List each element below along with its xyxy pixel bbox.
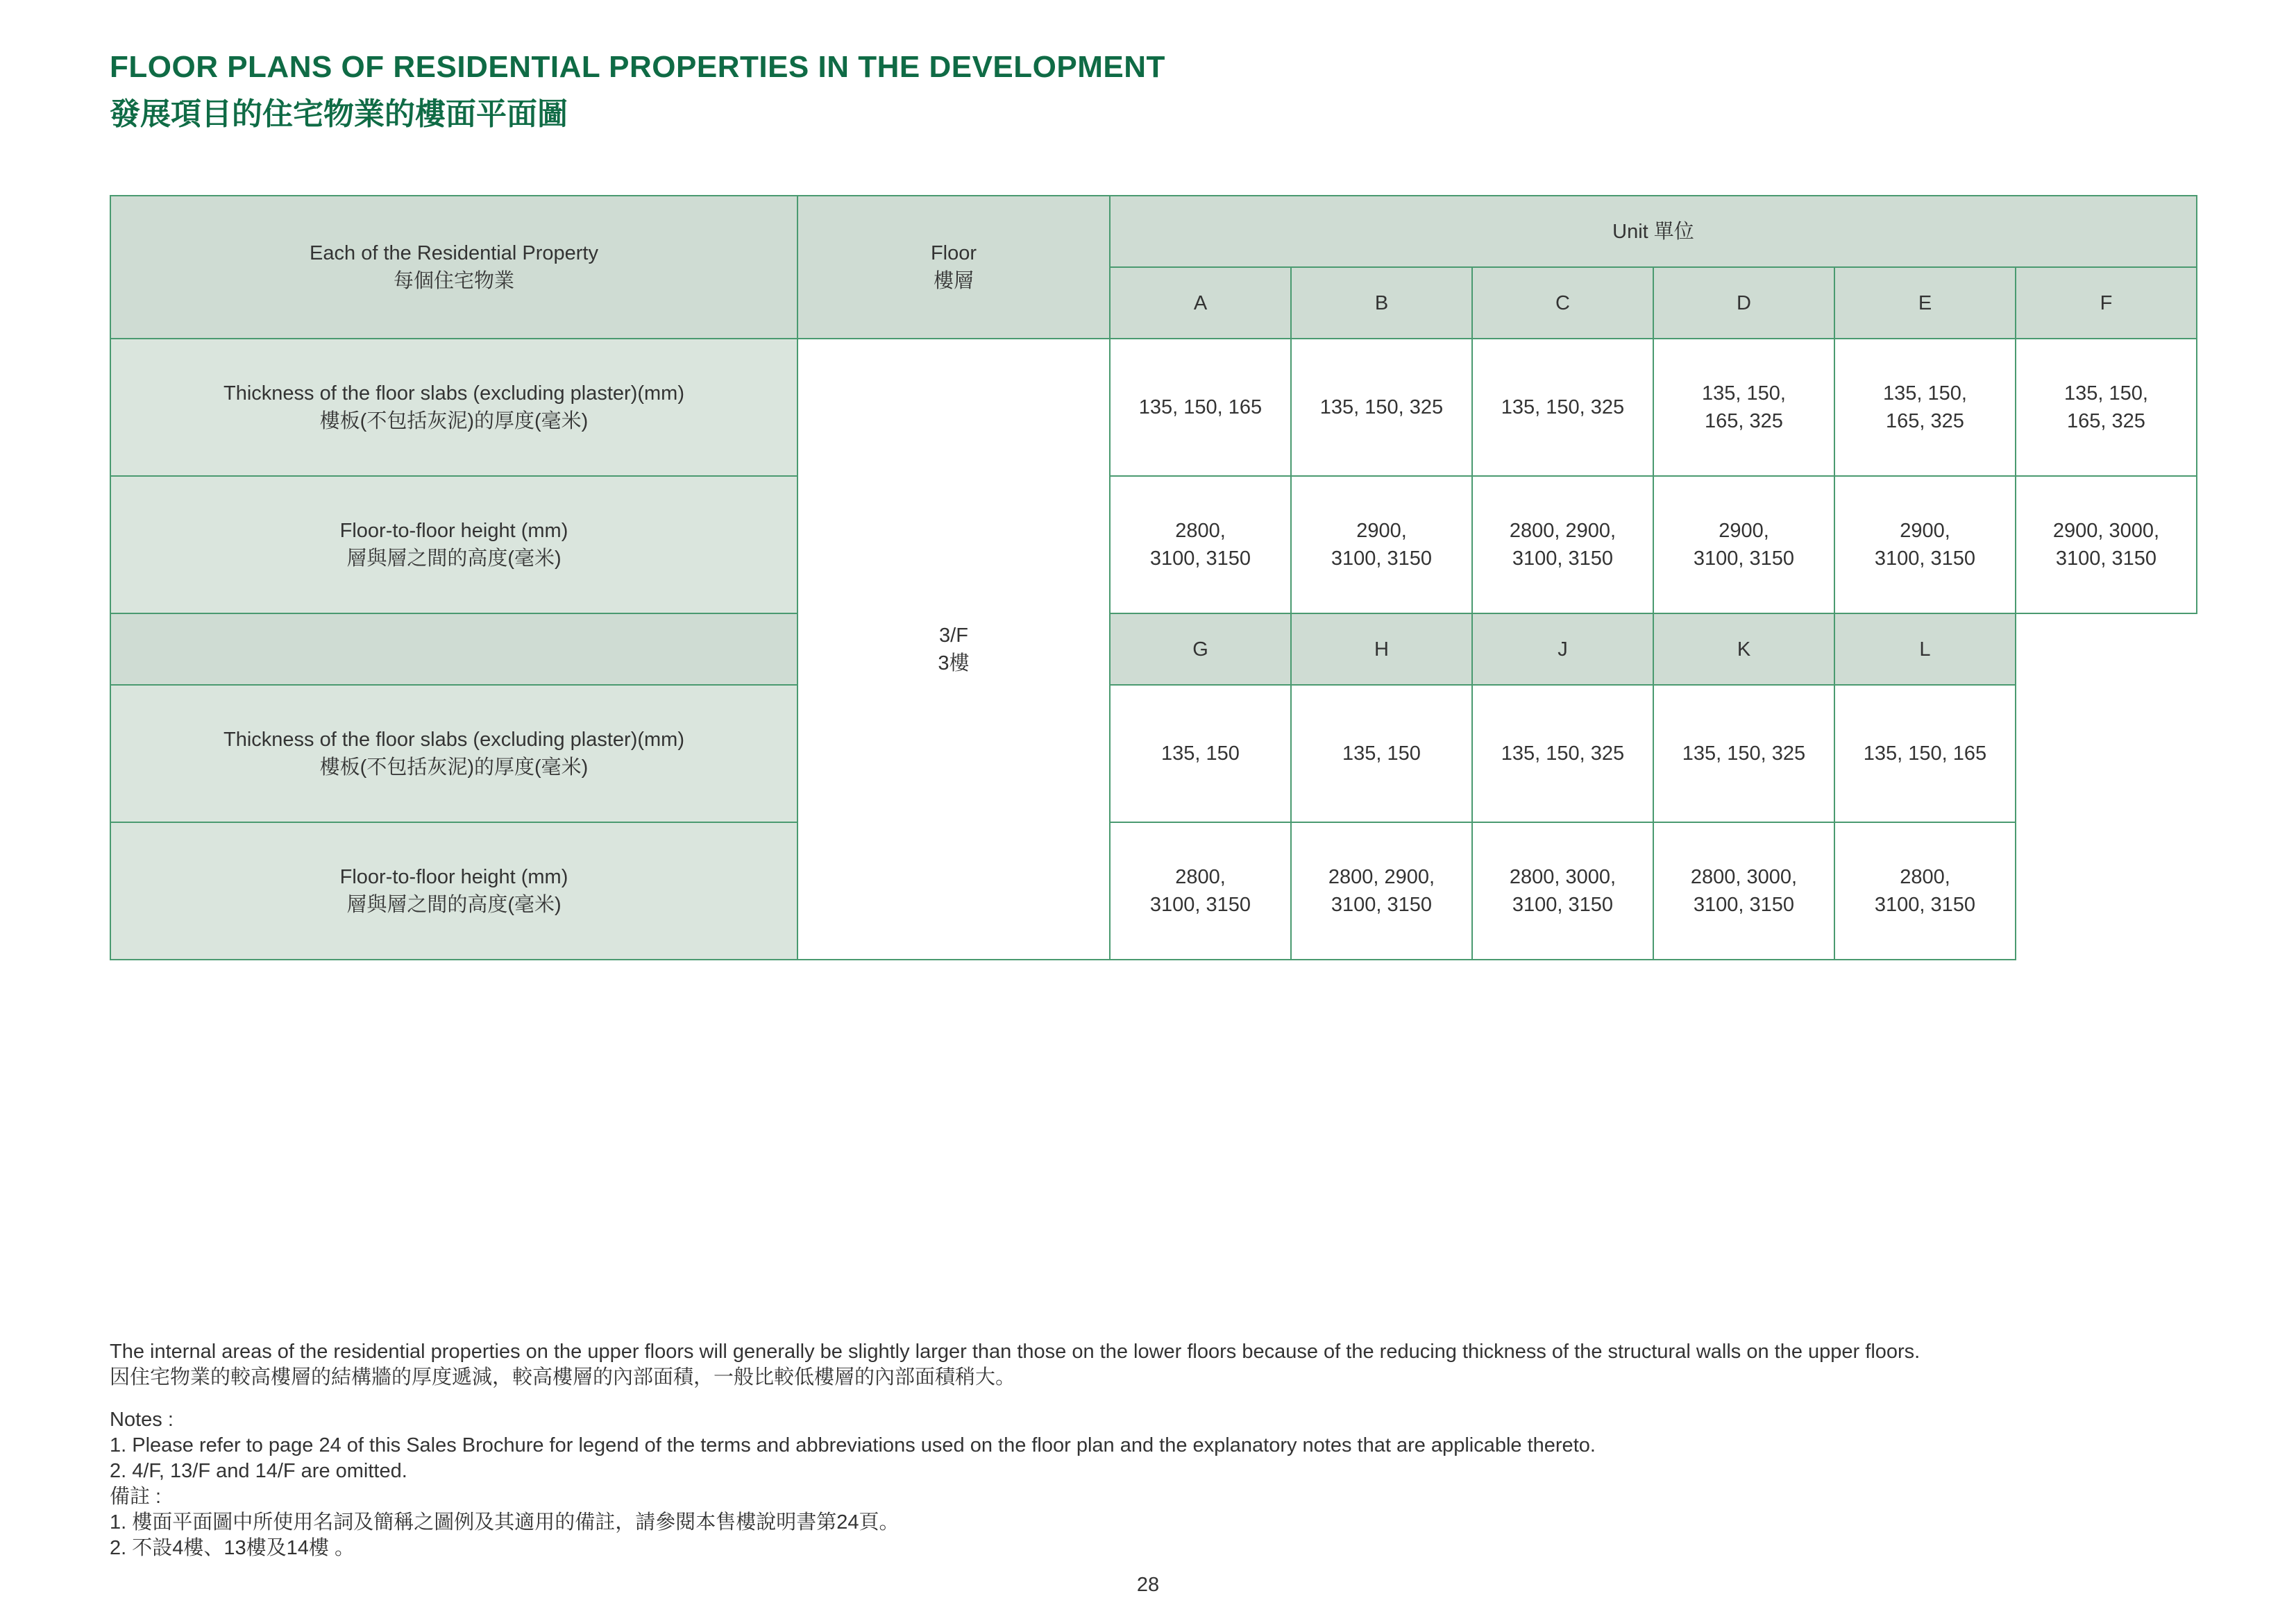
- slab-a-line1: 135, 150, 165: [1138, 396, 1263, 418]
- slab-cell-e: [1834, 339, 2016, 476]
- unit-header-b: B: [1291, 267, 1472, 339]
- note-zh-1: 1. 樓面平面圖中所使用名詞及簡稱之圖例及其適用的備註，請參閱本售樓說明書第24頁。: [110, 1511, 900, 1533]
- height-e-line1: 2900,: [1900, 520, 1950, 542]
- slab-cell-b: [1291, 339, 1472, 476]
- height-h-line2: 3100, 3150: [1331, 894, 1433, 916]
- height-cell-b: [1291, 476, 1472, 613]
- slab-f-line2: 165, 325: [2067, 410, 2145, 432]
- slab-b-line1: 135, 150, 325: [1319, 396, 1444, 418]
- note-en-2: 2. 4/F, 13/F and 14/F are omitted.: [110, 1460, 407, 1482]
- header-residential-property: [110, 196, 797, 339]
- unit-header-k: K: [1653, 613, 1834, 685]
- notes-section: [110, 1407, 1596, 1561]
- height-l-line1: 2800,: [1900, 866, 1950, 888]
- height-cell-d: [1653, 476, 1834, 613]
- page-title-en: FLOOR PLANS OF RESIDENTIAL PROPERTIES IN THE DEVELOPMENT: [110, 50, 1165, 84]
- height-c-line1: 2800, 2900,: [1509, 520, 1617, 542]
- height-g-line2: 3100, 3150: [1149, 894, 1251, 916]
- footnote-zh: 因住宅物業的較高樓層的結構牆的厚度遞減，較高樓層的內部面積，一般比較低樓層的內部面積稍大。: [110, 1366, 1016, 1388]
- header-floor-zh: 樓層: [933, 270, 974, 292]
- slab-f-line1: 135, 150,: [2064, 382, 2148, 405]
- slab-j-line1: 135, 150, 325: [1501, 742, 1625, 765]
- blank-cell: [2016, 613, 2197, 685]
- notes-heading-zh: 備註 :: [110, 1486, 162, 1508]
- unit-header-l: L: [1834, 613, 2016, 685]
- unit-header-g: G: [1110, 613, 1291, 685]
- floor-spec-table: [110, 195, 2197, 960]
- header-floor-en: Floor: [930, 242, 977, 264]
- slab-cell-h: [1291, 685, 1472, 822]
- slab-e-line1: 135, 150,: [1883, 382, 1967, 405]
- note-zh-2: 2. 不設4樓、13樓及14樓 。: [110, 1537, 355, 1559]
- row-label-floor-height-2: [110, 822, 797, 960]
- slab-label-zh-2: 樓板(不包括灰泥)的厚度(毫米): [319, 756, 589, 779]
- slab-cell-g: [1110, 685, 1291, 822]
- floor-value-en: 3/F: [939, 624, 968, 647]
- height-f-line1: 2900, 3000,: [2052, 520, 2160, 542]
- row-label-floor-height: [110, 476, 797, 613]
- height-a-line1: 2800,: [1175, 520, 1226, 542]
- height-k-line2: 3100, 3150: [1693, 894, 1795, 916]
- page-title-zh: 發展項目的住宅物業的樓面平面圖: [110, 97, 568, 131]
- unit-header-e: E: [1834, 267, 2016, 339]
- height-g-line1: 2800,: [1175, 866, 1226, 888]
- floor-cell-3f: [797, 339, 1110, 960]
- slab-cell-a: [1110, 339, 1291, 476]
- note-en-1: 1. Please refer to page 24 of this Sales Brochure for legend of the terms and abbreviations used on the floor plan and the explanatory notes that are applicable thereto.: [110, 1434, 1596, 1456]
- floor-value-zh: 3樓: [938, 652, 970, 674]
- row-label-slab-thickness-2: [110, 685, 797, 822]
- slab-h-line1: 135, 150: [1342, 742, 1421, 765]
- header-unit: Unit 單位: [1110, 196, 2197, 267]
- height-h-line1: 2800, 2900,: [1328, 866, 1435, 888]
- height-d-line1: 2900,: [1719, 520, 1769, 542]
- height-j-line2: 3100, 3150: [1512, 894, 1614, 916]
- row-label-empty: [110, 613, 797, 685]
- height-label-zh-2: 層與層之間的高度(毫米): [346, 894, 562, 916]
- height-b-line1: 2900,: [1356, 520, 1407, 542]
- height-l-line2: 3100, 3150: [1874, 894, 1976, 916]
- height-cell-l: [1834, 822, 2016, 960]
- slab-cell-j: [1472, 685, 1653, 822]
- slab-label-zh: 樓板(不包括灰泥)的厚度(毫米): [319, 410, 589, 432]
- height-c-line2: 3100, 3150: [1512, 547, 1614, 570]
- slab-k-line1: 135, 150, 325: [1682, 742, 1806, 765]
- row-label-slab-thickness: [110, 339, 797, 476]
- footnote-internal-areas: [110, 1339, 1920, 1391]
- header-floor: [797, 196, 1110, 339]
- height-cell-e: [1834, 476, 2016, 613]
- slab-cell-c: [1472, 339, 1653, 476]
- slab-g-line1: 135, 150: [1161, 742, 1240, 765]
- unit-header-j: J: [1472, 613, 1653, 685]
- height-cell-h: [1291, 822, 1472, 960]
- height-f-line2: 3100, 3150: [2055, 547, 2157, 570]
- slab-cell-d: [1653, 339, 1834, 476]
- height-cell-k: [1653, 822, 1834, 960]
- height-a-line2: 3100, 3150: [1149, 547, 1251, 570]
- unit-header-d: D: [1653, 267, 1834, 339]
- height-b-line2: 3100, 3150: [1331, 547, 1433, 570]
- height-e-line2: 3100, 3150: [1874, 547, 1976, 570]
- header-property-en: Each of the Residential Property: [310, 242, 598, 264]
- height-cell-a: [1110, 476, 1291, 613]
- blank-cell: [2016, 822, 2197, 960]
- unit-header-c: C: [1472, 267, 1653, 339]
- height-label-en-2: Floor-to-floor height (mm): [339, 866, 568, 888]
- unit-header-a: A: [1110, 267, 1291, 339]
- header-property-zh: 每個住宅物業: [393, 270, 514, 292]
- slab-cell-f: [2016, 339, 2197, 476]
- slab-d-line1: 135, 150,: [1702, 382, 1786, 405]
- height-k-line1: 2800, 3000,: [1690, 866, 1798, 888]
- unit-header-h: H: [1291, 613, 1472, 685]
- slab-label-en-2: Thickness of the floor slabs (excluding plaster)(mm): [223, 729, 684, 751]
- notes-heading-en: Notes :: [110, 1409, 174, 1431]
- slab-cell-l: [1834, 685, 2016, 822]
- slab-l-line1: 135, 150, 165: [1863, 742, 1987, 765]
- height-d-line2: 3100, 3150: [1693, 547, 1795, 570]
- unit-header-f: F: [2016, 267, 2197, 339]
- blank-cell: [2016, 685, 2197, 822]
- height-cell-f: [2016, 476, 2197, 613]
- slab-c-line1: 135, 150, 325: [1501, 396, 1625, 418]
- height-label-zh: 層與層之間的高度(毫米): [346, 547, 562, 570]
- slab-label-en: Thickness of the floor slabs (excluding plaster)(mm): [223, 382, 684, 405]
- height-cell-g: [1110, 822, 1291, 960]
- footnote-en: The internal areas of the residential properties on the upper floors will generally be slightly larger than those on the lower floors because of the reducing thickness of the structural walls on the upper floors.: [110, 1341, 1921, 1363]
- page-number: 28: [1136, 1574, 1160, 1596]
- height-j-line1: 2800, 3000,: [1509, 866, 1617, 888]
- height-cell-j: [1472, 822, 1653, 960]
- slab-cell-k: [1653, 685, 1834, 822]
- slab-d-line2: 165, 325: [1705, 410, 1783, 432]
- height-label-en: Floor-to-floor height (mm): [339, 520, 568, 542]
- height-cell-c: [1472, 476, 1653, 613]
- slab-e-line2: 165, 325: [1886, 410, 1964, 432]
